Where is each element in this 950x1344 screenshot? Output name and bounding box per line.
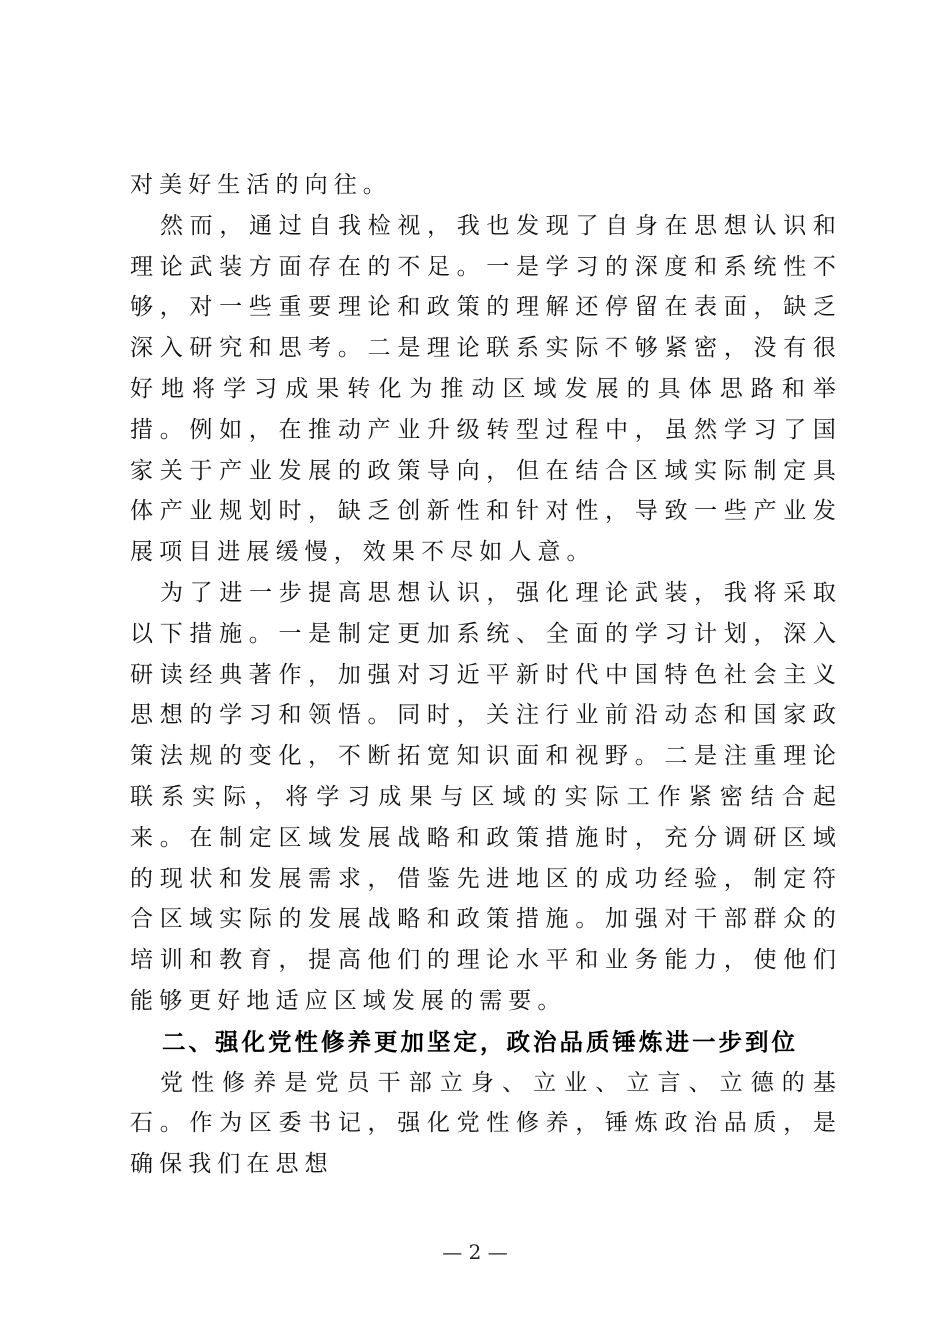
paragraph-continuation: 对美好生活的向往。	[130, 172, 392, 198]
section-heading: 二、强化党性修养更加坚定，政治品质锤炼进一步到位	[162, 1027, 798, 1056]
paragraph-self-examination: 然而，通过自我检视，我也发现了自身在思想认识和理论武装方面存在的不足。一是学习的深度和系统性不够，对一些重要理论和政策的理解还停留在表面，缺乏深入研究和思考。二是理论联系实际不够紧密，没有很好地将学习成果转化为推动区域发展的具体思路和举措。例如，在推动产业升级转型过程中，虽然学习了国家关于产业发展的政策导向，但在结合区域实际制定具体产业规划时，缺乏创新性和针对性，导致一些产业发展项目进展缓慢，效果不尽如人意。	[130, 212, 842, 566]
paragraph-party-spirit: 党性修养是党员干部立身、立业、立言、立德的基石。作为区委书记，强化党性修养，锤炼政治品质，是确保我们在思想	[130, 1069, 842, 1178]
paragraph-measures: 为了进一步提高思想认识，强化理论武装，我将采取以下措施。一是制定更加系统、全面的学习计划，深入研读经典著作，加强对习近平新时代中国特色社会主义思想的学习和领悟。同时，关注行业前沿动态和国家政策法规的变化，不断拓宽知识面和视野。二是注重理论联系实际，将学习成果与区域的实际工作紧密结合起来。在制定区域发展战略和政策措施时，充分调研区域的现状和发展需求，借鉴先进地区的成功经验，制定符合区域实际的发展战略和政策措施。加强对干部群众的培训和教育，提高他们的理论水平和业务能力，使他们能够更好地适应区域发展的需要。	[130, 579, 842, 1014]
page-number: — 2 —	[442, 1240, 508, 1264]
document-body	[130, 165, 842, 1185]
